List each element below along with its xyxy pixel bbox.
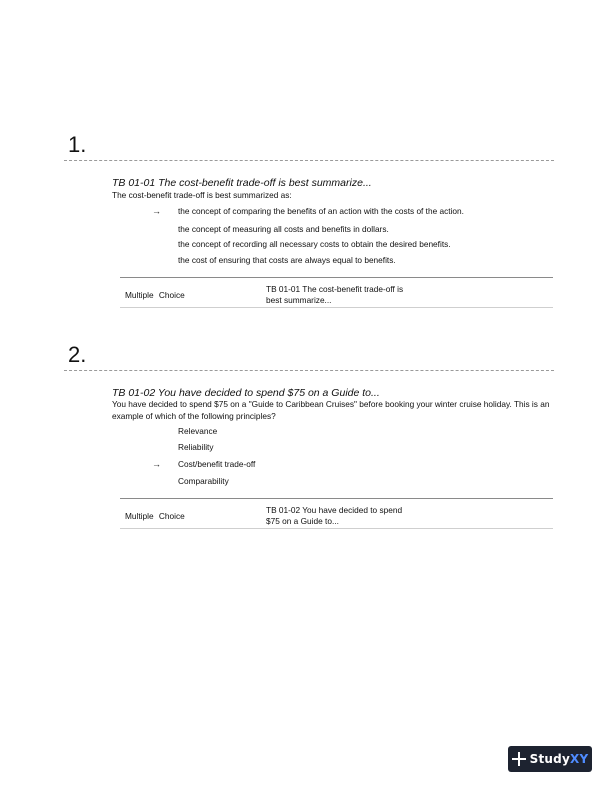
question-divider bbox=[64, 370, 554, 371]
studyxy-badge[interactable] bbox=[508, 746, 592, 772]
answer-option: the concept of measuring all costs and benefits in dollars. bbox=[178, 224, 389, 234]
brand-main: Study bbox=[529, 752, 570, 766]
answer-option: Comparability bbox=[178, 476, 229, 486]
answer-option: Reliability bbox=[178, 442, 214, 452]
question-title: TB 01-01 The cost-benefit trade-off is best summarize... bbox=[112, 177, 372, 189]
question-number: 1. bbox=[68, 132, 87, 157]
brand-accent: XY bbox=[570, 752, 589, 766]
answer-option: the cost of ensuring that costs are always equal to benefits. bbox=[178, 255, 396, 265]
question-reference: TB 01-02 You have decided to spend $75 on a Guide to... bbox=[266, 505, 403, 526]
question-reference: TB 01-01 The cost-benefit trade-off is best summarize... bbox=[266, 284, 404, 305]
correct-answer-arrow-icon: → bbox=[152, 459, 161, 469]
meta-divider bbox=[120, 307, 553, 308]
correct-answer-arrow-icon: → bbox=[152, 206, 161, 216]
meta-divider bbox=[120, 277, 553, 278]
question-stem: The cost-benefit trade-off is best summarized as: bbox=[112, 190, 292, 200]
question-divider bbox=[64, 160, 554, 161]
answer-option: the concept of recording all necessary costs to obtain the desired benefits. bbox=[178, 239, 451, 249]
answer-option: Relevance bbox=[178, 426, 218, 436]
question-title: TB 01-02 You have decided to spend $75 on a Guide to... bbox=[112, 387, 380, 399]
meta-divider bbox=[120, 528, 553, 529]
answer-option: Cost/benefit trade-off bbox=[178, 459, 256, 469]
brand-name bbox=[530, 752, 589, 766]
meta-divider bbox=[120, 498, 553, 499]
question-type: Multiple Choice bbox=[125, 290, 185, 300]
question-type: Multiple Choice bbox=[125, 511, 185, 521]
answer-option: the concept of comparing the benefits of an action with the costs of the action. bbox=[178, 206, 464, 216]
plus-icon bbox=[512, 752, 526, 766]
question-number: 2. bbox=[68, 342, 87, 367]
question-stem: You have decided to spend $75 on a "Guide to Caribbean Cruises" before booking your winter cruise holiday. This is an example of which of the following principles? bbox=[112, 399, 550, 421]
